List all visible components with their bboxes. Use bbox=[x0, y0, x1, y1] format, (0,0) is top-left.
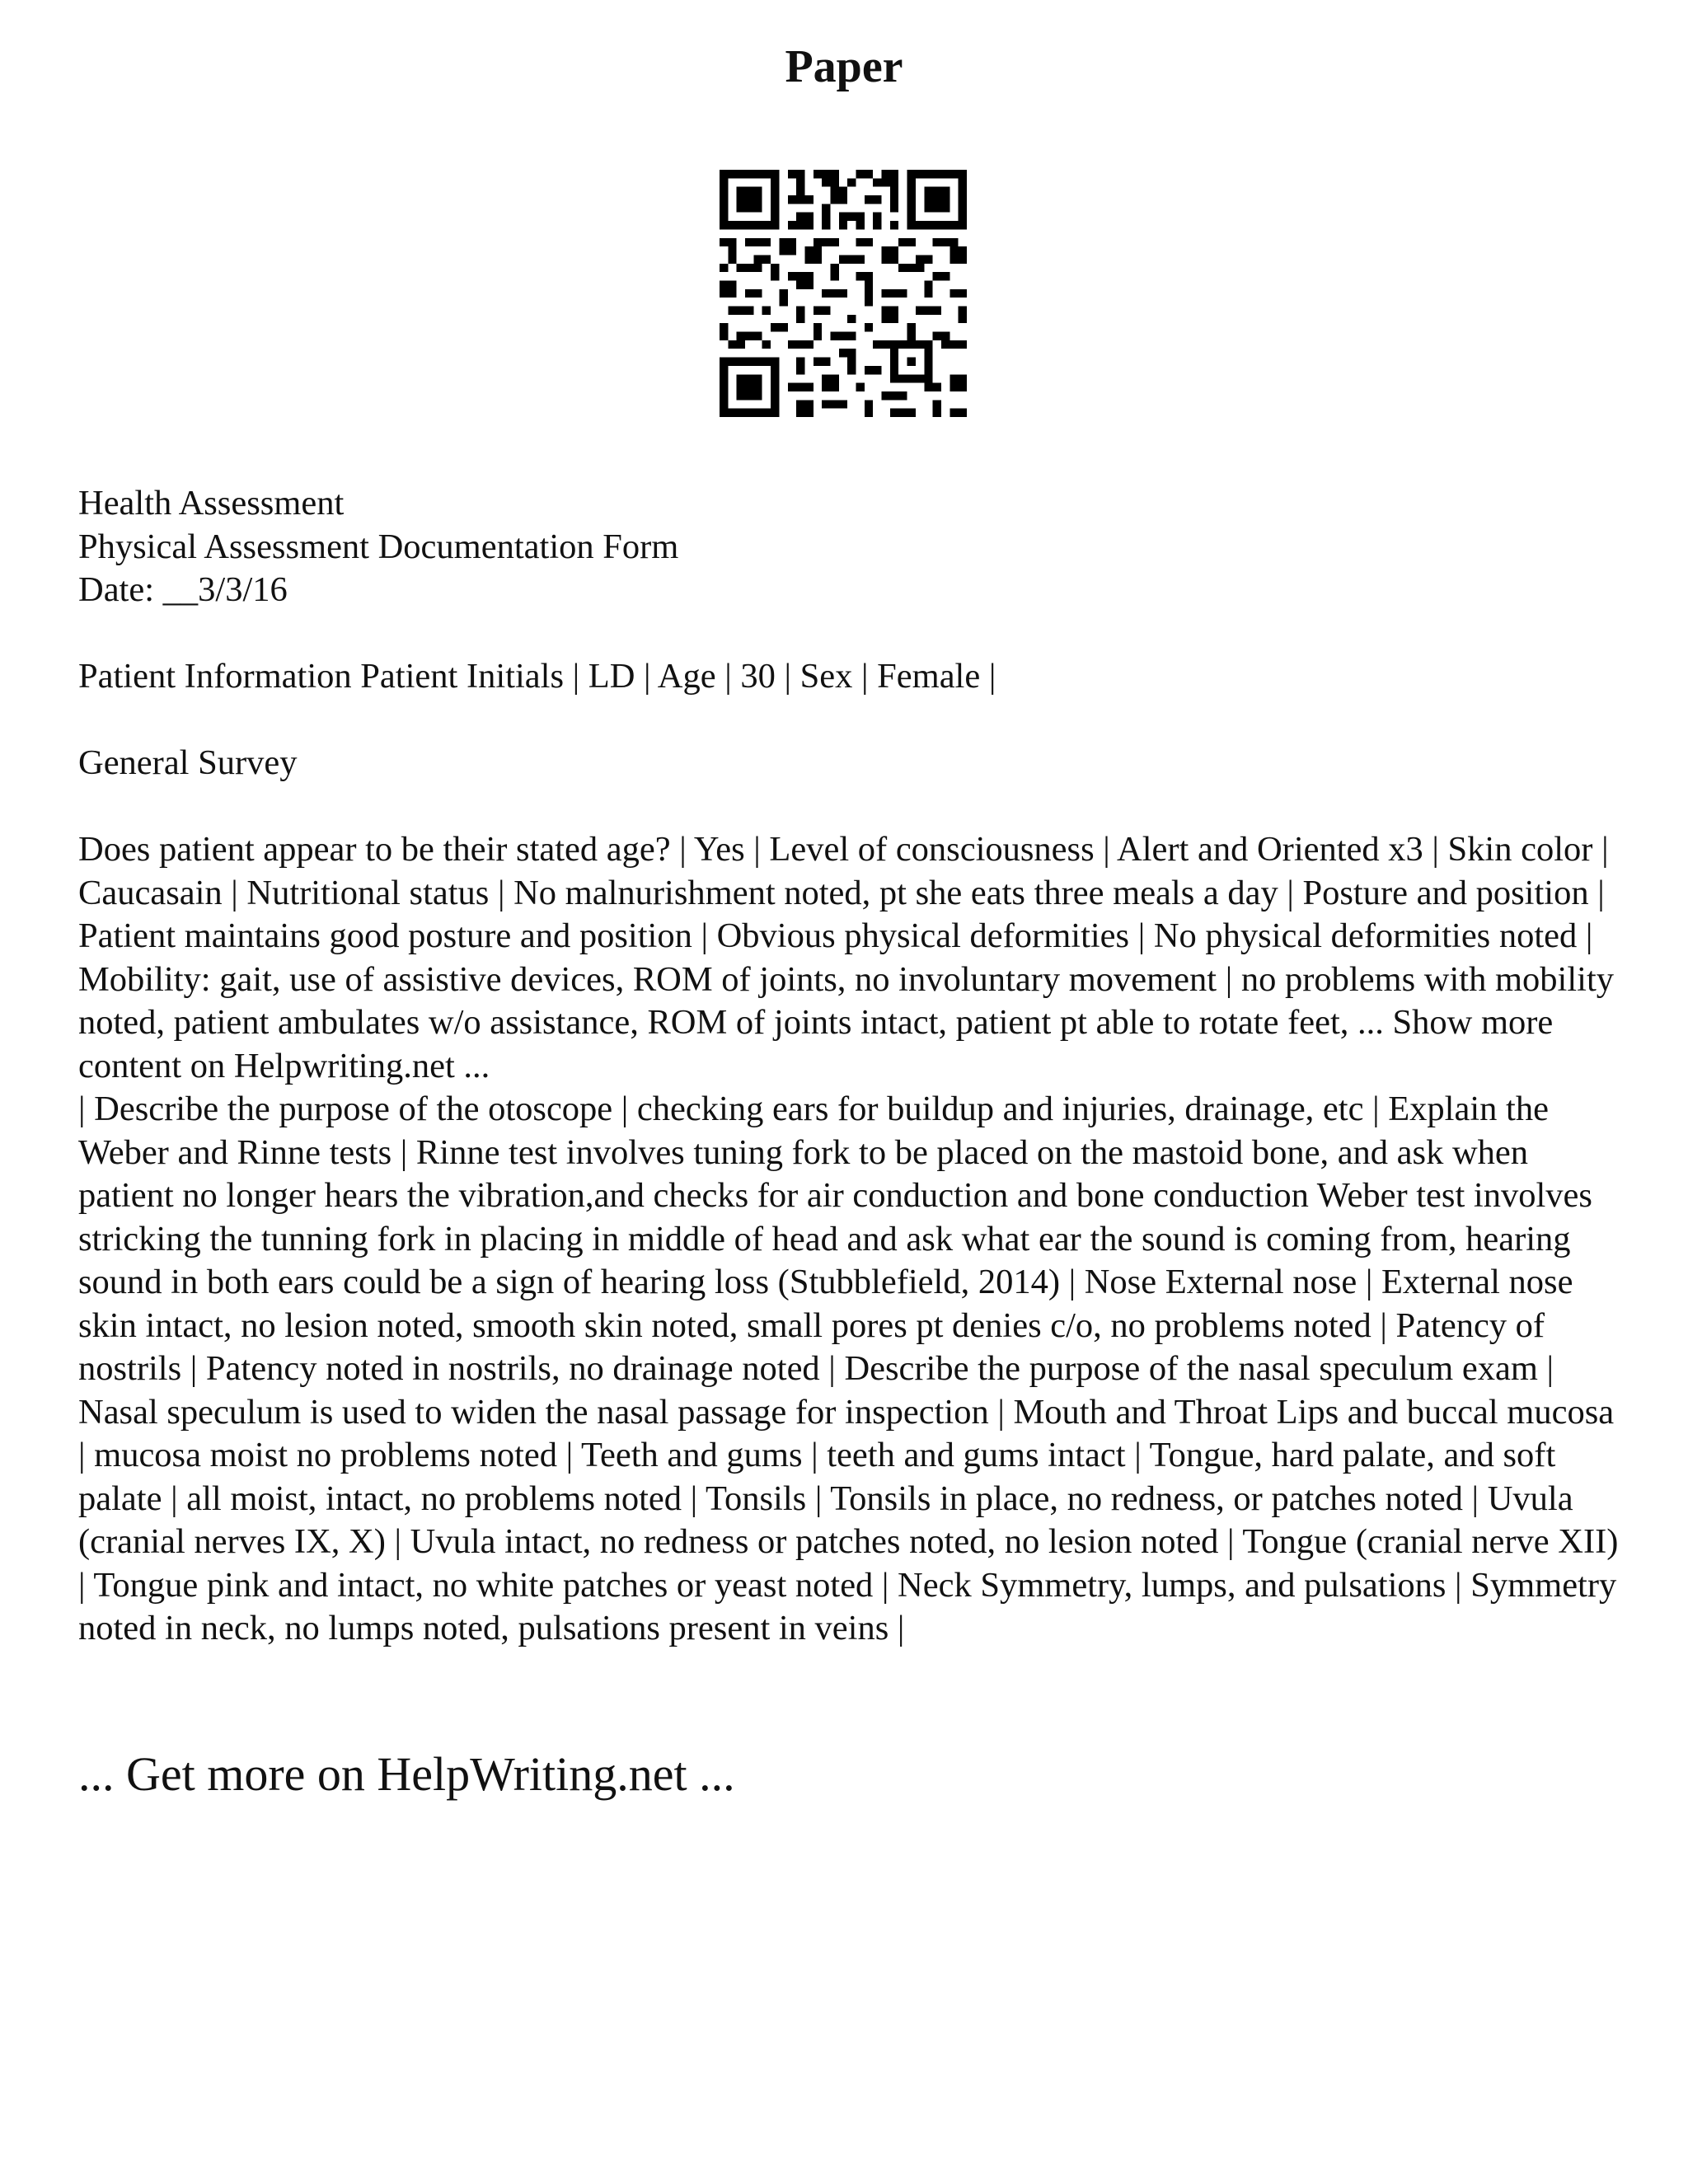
spacer bbox=[78, 785, 1628, 829]
spacer bbox=[78, 612, 1628, 656]
spacer bbox=[78, 699, 1628, 743]
page-title: Paper bbox=[785, 41, 903, 92]
form-heading: Health Assessment bbox=[78, 484, 345, 523]
helpwriting-link[interactable]: ... Get more on HelpWriting.net ... bbox=[78, 1747, 735, 1801]
patient-information: Patient Information Patient Initials | LD | Age | 30 | Sex | Female | bbox=[78, 657, 996, 696]
section-title: General Survey bbox=[78, 743, 298, 782]
form-subtitle: Physical Assessment Documentation Form bbox=[78, 527, 679, 566]
qr-code-icon bbox=[720, 170, 967, 417]
form-date: Date: __3/3/16 bbox=[78, 570, 288, 609]
body-paragraph-1: Does patient appear to be their stated age? | Yes | Level of consciousness | Alert and Oriented x3 | Skin color | Caucasain | Nutritional status | No malnurishment noted, pt she eats three meals a day | Posture and position | Patient maintains good posture and position | Obvious physical deformities | No physical deformities noted | Mobility: gait, use of assistive devices, ROM of joints, no involuntary movement | no problems with mobility noted, patient ambulates w/o assistance, ROM of joints intact, patient pt able to rotate feet, ... Show more content on Helpwriting.net ... bbox=[78, 830, 1615, 1085]
form-content bbox=[78, 482, 1628, 1651]
body-paragraph-2: | Describe the purpose of the otoscope | checking ears for buildup and injuries, drainage, etc | Explain the Weber and Rinne tests | Rinne test involves tuning fork to be placed on the mastoid bone, and ask when patient no longer hears the vibration,and checks for air conduction and bone conduction Weber test involves stricking the tunning fork in placing in middle of head and ask what ear the sound is coming from, hearing sound in both ears could be a sign of hearing loss (Stubblefield, 2014) | Nose External nose | External nose skin intact, no lesion noted, smooth skin noted, small pores pt denies c/o, no problems noted | Patency of nostrils | Patency noted in nostrils, no drainage noted | Describe the purpose of the nasal speculum exam | Nasal speculum is used to widen the nasal passage for inspection | Mouth and Throat Lips and buccal mucosa | mucosa moist no problems noted | Teeth and gums | teeth and gums intact | Tongue, hard palate, and soft palate | all moist, intact, no problems noted | Tonsils | Tonsils in place, no redness, or patches noted | Uvula (cranial nerves IX, X) | Uvula intact, no redness or patches noted, no lesion noted | Tongue (cranial nerve XII) | Tongue pink and intact, no white patches or yeast noted | Neck Symmetry, lumps, and pulsations | Symmetry noted in neck, no lumps noted, pulsations present in veins | bbox=[78, 1090, 1619, 1647]
